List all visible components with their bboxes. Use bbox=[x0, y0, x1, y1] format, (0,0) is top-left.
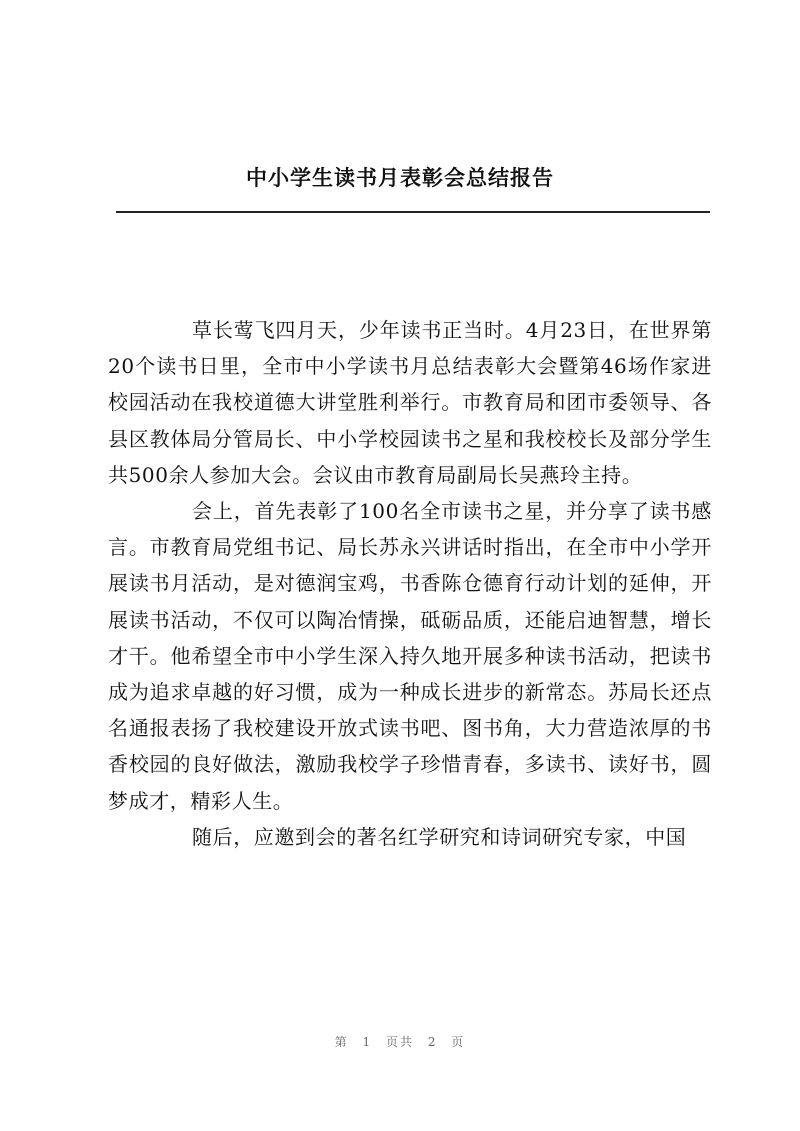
page-footer bbox=[0, 1033, 800, 1050]
document-title: 中小学生读书月表彰会总结报告 bbox=[246, 166, 554, 190]
document-body bbox=[108, 312, 712, 855]
paragraph-1: 草长莺飞四月天，少年读书正当时。4月23日，在世界第20个读书日里，全市中小学读书月总结表彰大会暨第46场作家进校园活动在我校道德大讲堂胜利举行。市教育局和团市委领导、各县区教体局分管局长、中小学校园读书之星和我校校长及部分学生共500余人参加大会。会议由市教育局副局长吴燕玲主持。 bbox=[108, 318, 712, 487]
current-page-number: 1 bbox=[362, 1035, 373, 1049]
paragraph-2: 会上，首先表彰了100名全市读书之星，并分享了读书感言。市教育局党组书记、局长苏永兴讲话时指出，在全市中小学开展读书月活动，是对德润宝鸡，书香陈仓德育行动计划的延伸，开展读书活动，不仅可以陶冶情操，砥砺品质，还能启迪智慧，增长才干。他希望全市中小学生深入持久地开展多种读书活动，把读书成为追求卓越的好习惯，成为一种成长进步的新常态。苏局长还点名通报表扬了我校建设开放式读书吧、图书角，大力营造浓厚的书香校园的良好做法，激励我校学子珍惜青春，多读书、读好书，圆梦成才，精彩人生。 bbox=[108, 499, 712, 813]
paragraph-3: 随后，应邀到会的著名红学研究和诗词研究专家，中国 bbox=[192, 824, 687, 849]
page-label-prefix: 第 bbox=[334, 1035, 349, 1049]
page-label-suffix: 页 bbox=[451, 1035, 466, 1049]
total-pages-number: 2 bbox=[427, 1035, 438, 1049]
page-label-middle: 页共 bbox=[385, 1035, 414, 1049]
title-divider bbox=[116, 211, 710, 213]
